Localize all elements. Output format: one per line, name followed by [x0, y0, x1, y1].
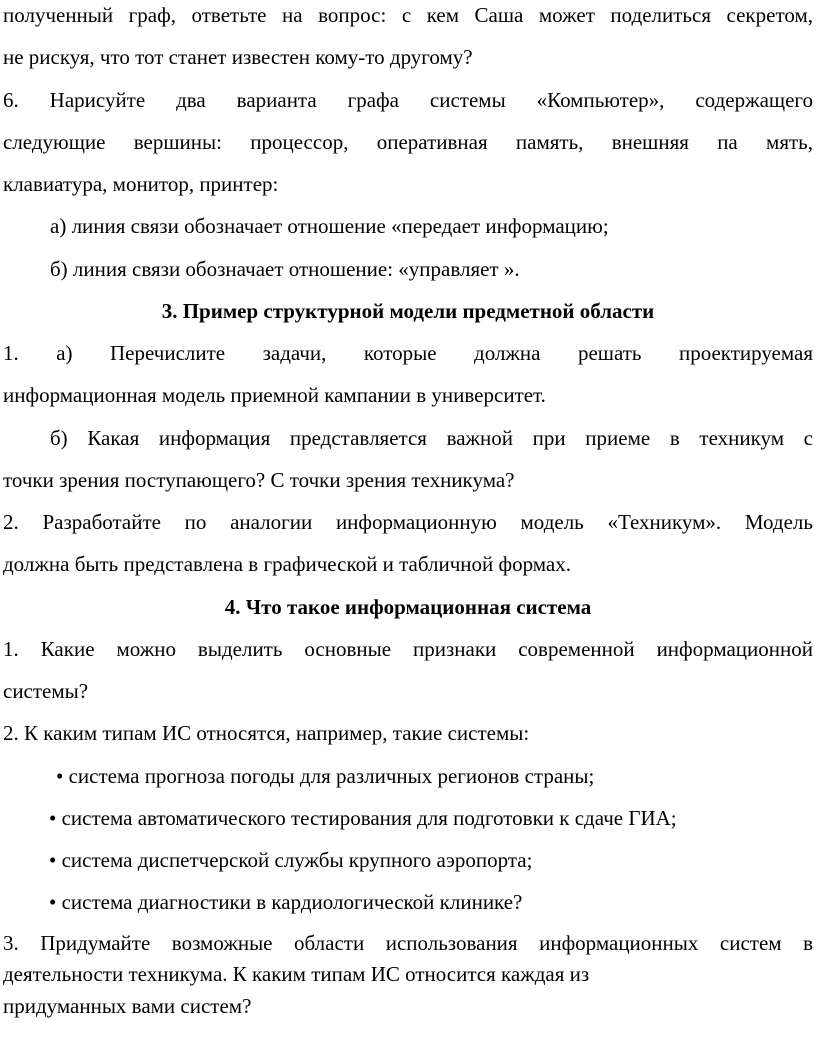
- bullet-item: • система диспетчерской службы крупного аэропорта;: [49, 848, 533, 872]
- text-line: б) Какая информация представляется важной при приеме в техникум с: [50, 426, 813, 450]
- bullet-item: • система автоматического тестирования для подготовки к сдаче ГИА;: [49, 806, 677, 830]
- text-line: точки зрения поступающего? С точки зрения техникума?: [3, 468, 515, 492]
- text-line: не рискуя, что тот станет известен кому-то другому?: [3, 45, 473, 69]
- text-line: следующие вершины: процессор, оперативная память, внешняя па мять,: [3, 130, 813, 154]
- section-heading-3: 3. Пример структурной модели предметной области: [161, 299, 655, 323]
- text-line: информационная модель приемной кампании в университет.: [3, 383, 546, 407]
- text-line: 2. К каким типам ИС относятся, например, такие системы:: [3, 721, 530, 745]
- text-line: 6. Нарисуйте два варианта графа системы «Компьютер», содержащего: [3, 88, 813, 112]
- text-line: должна быть представлена в графической и табличной формах.: [3, 552, 572, 576]
- text-line: 1. а) Перечислите задачи, которые должна решать проектируемая: [3, 341, 813, 365]
- text-line: системы?: [3, 679, 89, 703]
- bullet-item: • система диагностики в кардиологической клинике?: [49, 890, 523, 914]
- text-line: придуманных вами систем?: [3, 994, 252, 1018]
- list-item-a: а) линия связи обозначает отношение «передает информацию;: [50, 214, 609, 238]
- text-line: 1. Какие можно выделить основные признаки современной информационной: [3, 637, 813, 661]
- text-line: 3. Придумайте возможные области использования информационных систем в: [3, 931, 813, 955]
- section-heading-4: 4. Что такое информационная система: [224, 595, 592, 619]
- text-line: деятельности техникума. К каким типам ИС относится каждая из: [3, 962, 590, 986]
- bullet-item: • система прогноза погоды для различных регионов страны;: [56, 764, 595, 788]
- list-item-b: б) линия связи обозначает отношение: «управляет ».: [50, 257, 520, 281]
- text-line: 2. Разработайте по аналогии информационную модель «Техникум». Модель: [3, 510, 813, 534]
- text-line: клавиатура, монитор, принтер:: [3, 172, 279, 196]
- text-line: полученный граф, ответьте на вопрос: с кем Саша может поделиться секретом,: [3, 3, 813, 27]
